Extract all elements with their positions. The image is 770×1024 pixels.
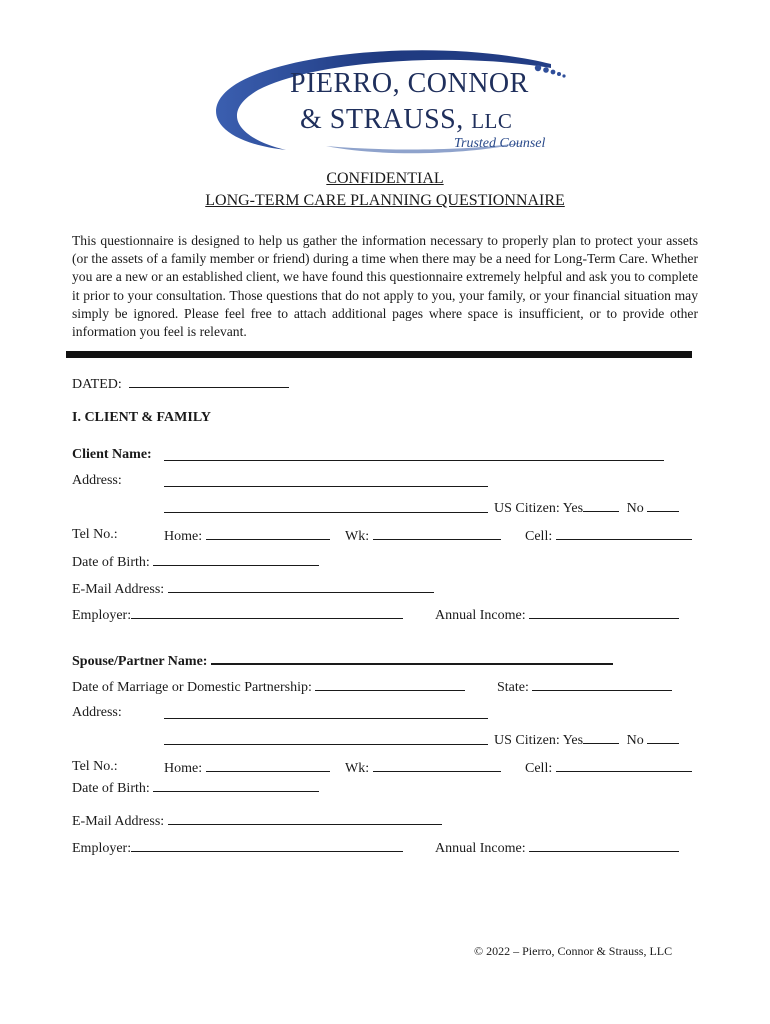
client-cell-field[interactable] — [556, 527, 692, 540]
logo-tagline: Trusted Counsel — [454, 136, 546, 151]
spouse-address-line2-field[interactable] — [164, 732, 488, 745]
client-email-label: E-Mail Address: — [72, 582, 165, 597]
spouse-citizen-yes-label: US Citizen: Yes — [494, 733, 584, 748]
spouse-wk-label: Wk: — [345, 761, 370, 776]
spouse-name-field[interactable] — [211, 651, 613, 665]
spouse-citizen-yes-field[interactable] — [583, 731, 619, 744]
document-title: LONG-TERM CARE PLANNING QUESTIONNAIRE — [205, 192, 565, 209]
spouse-employer-label: Employer: — [72, 841, 132, 856]
spouse-home-field[interactable] — [206, 759, 330, 772]
section-client-family: I. CLIENT & FAMILY — [72, 410, 211, 425]
spouse-income-field[interactable] — [529, 839, 679, 852]
logo-text-strauss: & STRAUSS, — [300, 104, 464, 135]
client-home-phone — [164, 527, 330, 545]
spouse-employer-row — [72, 839, 403, 857]
logo-text-line2 — [300, 104, 512, 136]
copyright-footer: © 2022 – Pierro, Connor & Strauss, LLC — [474, 944, 673, 958]
spouse-income-label: Annual Income: — [435, 841, 526, 856]
spouse-cell-field[interactable] — [556, 759, 692, 772]
spouse-state-row — [497, 678, 672, 696]
client-employer-row — [72, 606, 403, 624]
client-cell-phone — [525, 527, 692, 545]
section-divider — [66, 351, 692, 358]
client-email-field[interactable] — [168, 580, 434, 593]
client-dob-label: Date of Birth: — [72, 555, 150, 570]
spouse-address-label: Address: — [72, 705, 122, 720]
client-income-label: Annual Income: — [435, 608, 526, 623]
logo-text-llc: LLC — [471, 109, 513, 133]
dated-field[interactable] — [129, 375, 289, 388]
client-name-field[interactable] — [164, 448, 664, 461]
spouse-citizen-no-label: No — [626, 733, 644, 748]
intro-paragraph: This questionnaire is designed to help us gather the information necessary to properly plan to protect your assets (or the assets of a family member or friend) during a time when there may be a need for Long-Term Care. Whether you are a new or an established client, we have found this questionnaire extremely helpful and ask you to complete it prior to your consultation. Those questions that do not apply to you, your family, or your financial situation may simply be ignored. Please feel free to attach additional pages where space is insufficient, or to provide other information you feel is relevant. — [72, 233, 698, 340]
client-cell-label: Cell: — [525, 529, 553, 544]
spouse-email-field[interactable] — [168, 812, 442, 825]
spouse-cell-label: Cell: — [525, 761, 553, 776]
client-wk-field[interactable] — [373, 527, 501, 540]
spouse-name-row — [72, 651, 613, 670]
spouse-marriage-field[interactable] — [315, 678, 465, 691]
client-email-row — [72, 580, 434, 598]
client-employer-label: Employer: — [72, 608, 132, 623]
client-citizen-row — [494, 499, 679, 517]
dated-label: DATED: — [72, 377, 122, 392]
spouse-cell-phone — [525, 759, 692, 777]
spouse-tel-label: Tel No.: — [72, 759, 118, 774]
client-income-row — [435, 606, 679, 624]
spouse-dob-field[interactable] — [153, 779, 319, 792]
client-address-label: Address: — [72, 473, 122, 488]
spouse-wk-field[interactable] — [373, 759, 501, 772]
spouse-citizen-no-field[interactable] — [647, 731, 679, 744]
client-employer-field[interactable] — [131, 606, 403, 619]
spouse-address-line1-field[interactable] — [164, 706, 488, 719]
client-address-line1-field[interactable] — [164, 474, 488, 487]
spouse-state-field[interactable] — [532, 678, 672, 691]
spouse-marriage-label: Date of Marriage or Domestic Partnership: — [72, 680, 312, 695]
client-citizen-yes-label: US Citizen: Yes — [494, 501, 584, 516]
dated-row — [72, 375, 289, 393]
firm-logo — [206, 46, 568, 158]
client-citizen-no-label: No — [626, 501, 644, 516]
spouse-dob-row — [72, 779, 319, 797]
client-name-label: Client Name: — [72, 447, 152, 462]
spouse-email-label: E-Mail Address: — [72, 814, 165, 829]
client-home-label: Home: — [164, 529, 203, 544]
spouse-home-phone — [164, 759, 330, 777]
spouse-work-phone — [345, 759, 501, 777]
client-work-phone — [345, 527, 501, 545]
client-citizen-no-field[interactable] — [647, 499, 679, 512]
spouse-citizen-row — [494, 731, 679, 749]
client-address-line2-field[interactable] — [164, 500, 488, 513]
spouse-marriage-row — [72, 678, 465, 696]
confidential-heading: CONFIDENTIAL — [326, 170, 444, 187]
spouse-email-row — [72, 812, 442, 830]
client-tel-label: Tel No.: — [72, 527, 118, 542]
spouse-home-label: Home: — [164, 761, 203, 776]
spouse-name-label: Spouse/Partner Name: — [72, 654, 208, 669]
client-dob-field[interactable] — [153, 553, 319, 566]
client-wk-label: Wk: — [345, 529, 370, 544]
client-citizen-yes-field[interactable] — [583, 499, 619, 512]
logo-text-line1: PIERRO, CONNOR — [290, 68, 529, 99]
spouse-employer-field[interactable] — [131, 839, 403, 852]
spouse-state-label: State: — [497, 680, 529, 695]
spouse-dob-label: Date of Birth: — [72, 781, 150, 796]
client-dob-row — [72, 553, 319, 571]
client-income-field[interactable] — [529, 606, 679, 619]
client-home-field[interactable] — [206, 527, 330, 540]
spouse-income-row — [435, 839, 679, 857]
